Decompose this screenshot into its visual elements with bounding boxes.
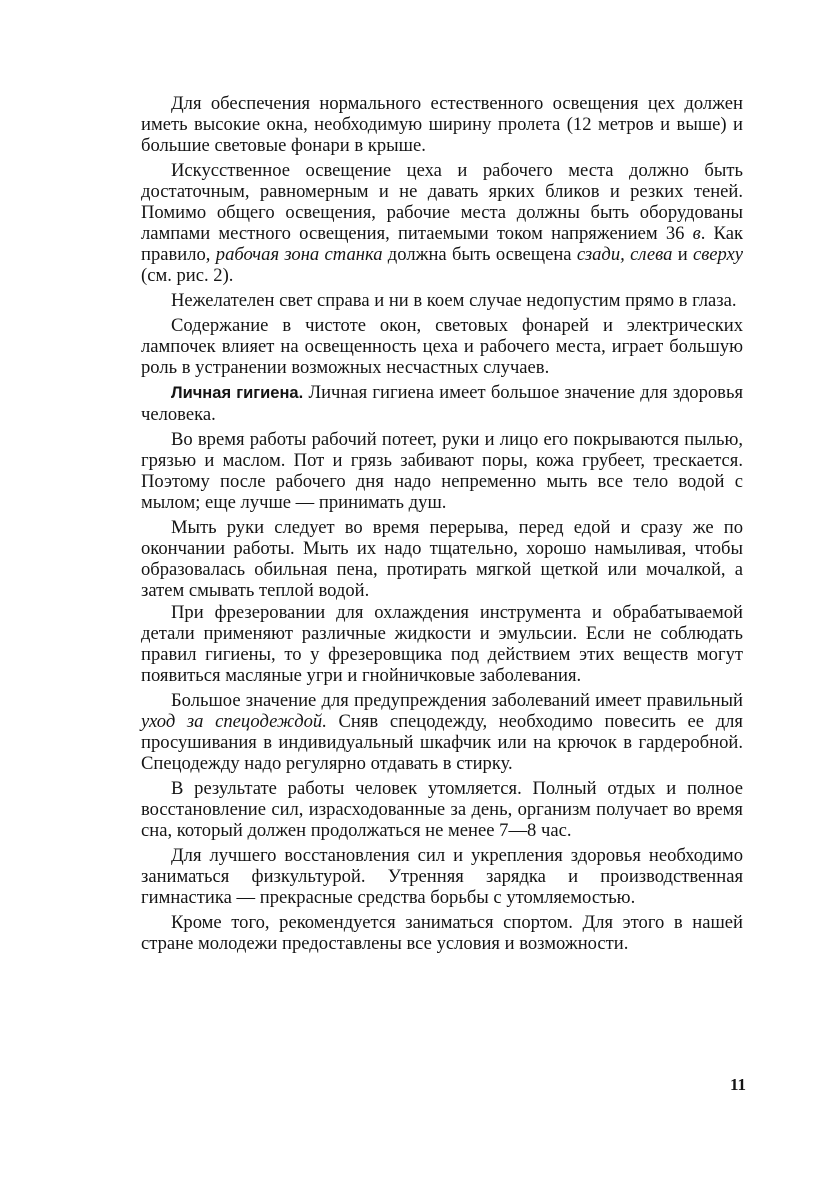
paragraph-personal-hygiene	[141, 382, 743, 425]
text-run: Кроме того, рекомендуется заниматься спортом. Для этого в нашей стране молодежи предоставлены все условия и возможности.	[141, 912, 743, 954]
text-run: Большое значение для предупреждения заболеваний имеет правильный	[171, 690, 743, 711]
text-run: Мыть руки следует во время перерыва, перед едой и сразу же по окончании работы. Мыть их надо тщательно, хорошо намыливая, чтобы образовалась обильная пена, протирать мягкой щеткой или мочалкой, а затем смывать теплой водой.	[141, 517, 743, 601]
text-run: Нежелателен свет справа и ни в коем случае недопустим прямо в глаза.	[171, 290, 737, 311]
text-run: Искусственное освещение цеха и рабочего места должно быть достаточным, равномерным и не давать ярких бликов и резких теней. Помимо общего освещения, рабочие места должны быть оборудованы лампами местного освещения, питаемыми током напряжением 36	[141, 160, 743, 244]
paragraph-rest-and-sleep	[141, 778, 743, 841]
text-run: Содержание в чистоте окон, световых фонарей и электрических лампочек влияет на освещенность цеха и рабочего места, играет большую роль в устранении возможных несчастных случаев.	[141, 315, 743, 378]
text-run: (см. рис. 2).	[141, 265, 234, 286]
italic-text-run: уход за спецодеждой.	[141, 711, 327, 732]
paragraph-physical-exercise	[141, 845, 743, 908]
paragraph-natural-lighting	[141, 93, 743, 156]
italic-text-run: сзади, слева	[576, 244, 673, 265]
paragraph-sweat-and-dirt	[141, 429, 743, 513]
text-run: Для обеспечения нормального естественного освещения цех должен иметь высокие окна, необходимую ширину пролета (12 метров и выше) и большие световые фонари в крыше.	[141, 93, 743, 156]
page-number: 11	[729, 1075, 746, 1094]
text-run: Личная гигиена имеет большое значение для здоровья человека.	[141, 382, 743, 425]
paragraph-artificial-lighting	[141, 160, 743, 286]
paragraph-coolants	[141, 602, 743, 686]
paragraph-sports	[141, 912, 743, 954]
paragraph-hand-washing	[141, 517, 743, 601]
paragraph-cleanliness	[141, 315, 743, 378]
paragraph-workwear	[141, 690, 743, 774]
section-lead-in: Личная гигиена.	[171, 384, 304, 402]
italic-text-run: в	[692, 223, 701, 244]
paragraph-light-direction	[141, 290, 743, 311]
italic-text-run: рабочая зона станка	[215, 244, 383, 265]
text-run: Сняв спецодежду, необходимо повесить ее для просушивания в индивидуальный шкафчик или на крючок в гардеробной. Спецодежду надо регулярно отдавать в стирку.	[141, 711, 743, 774]
text-run: В результате работы человек утомляется. Полный отдых и полное восстановление сил, израсходованные за день, организм получает во время сна, который должен продолжаться не менее 7—8 час.	[141, 778, 743, 841]
text-run: Для лучшего восстановления сил и укрепления здоровья необходимо заниматься физкультурой. Утренняя зарядка и производственная гимнастика — прекрасные средства борьбы с утомляемостью.	[141, 845, 743, 908]
page-body	[141, 93, 743, 958]
text-run: При фрезеровании для охлаждения инструмента и обрабатываемой детали применяют различные жидкости и эмульсии. Если не соблюдать правил гигиены, то у фрезеровщика под действием этих веществ могут появиться масляные угри и гнойничковые заболевания.	[141, 602, 743, 686]
text-run: . Как правило,	[141, 223, 743, 265]
text-run: и	[672, 244, 693, 265]
text-run: должна быть освещена	[382, 244, 577, 265]
text-run: Во время работы рабочий потеет, руки и лицо его покрываются пылью, грязью и маслом. Пот и грязь забивают поры, кожа грубеет, трескается. Поэтому после рабочего дня надо непременно мыть все тело водой с мылом; еще лучше — принимать душ.	[141, 429, 743, 513]
italic-text-run: сверху	[692, 244, 743, 265]
